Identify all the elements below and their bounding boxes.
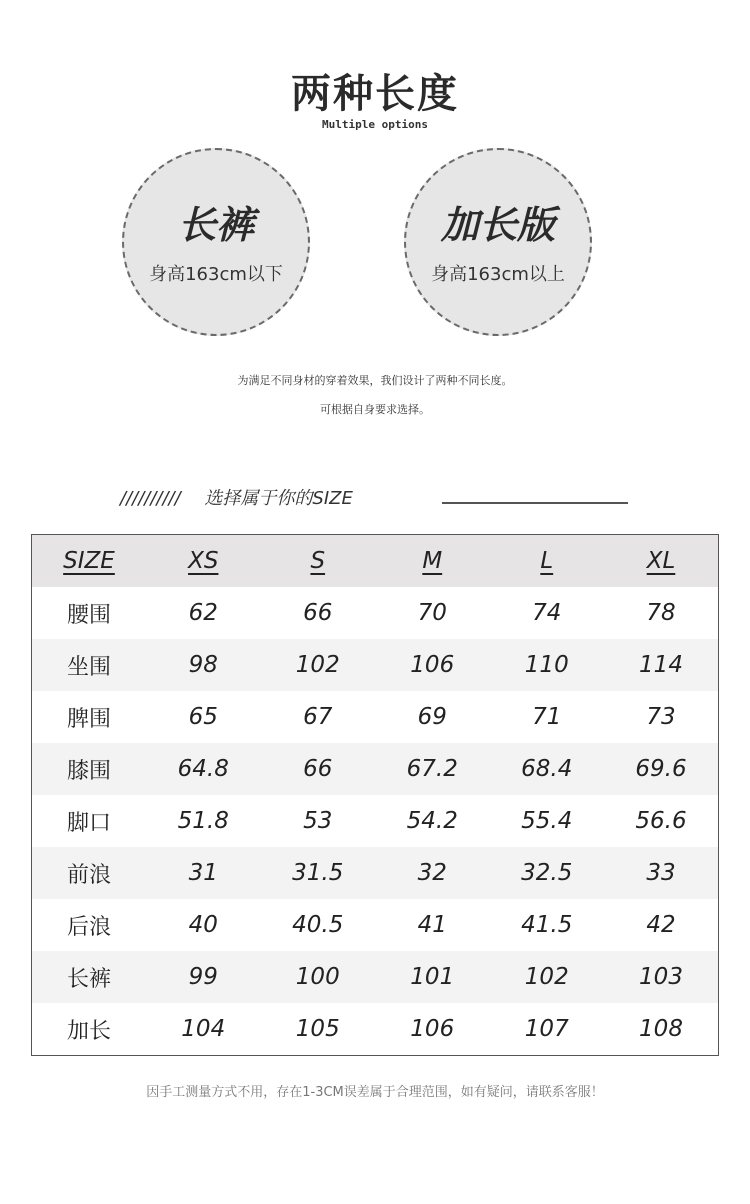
- description-note: 可根据自身要求选择。: [320, 403, 430, 416]
- table-cell: 102: [524, 964, 569, 990]
- table-cell: 114: [639, 652, 683, 678]
- table-row: [32, 639, 719, 691]
- table-cell: 69: [417, 704, 447, 730]
- table-cell: 67.2: [406, 756, 458, 782]
- table-row: [32, 847, 719, 899]
- table-cell: 101: [410, 964, 455, 990]
- page-subtitle: Multiple options: [322, 118, 428, 131]
- table-row: [32, 1003, 719, 1056]
- table-cell: 103: [639, 964, 683, 990]
- row-label: 长裤: [66, 966, 111, 992]
- table-cell: 54.2: [406, 808, 458, 834]
- table-cell: 108: [639, 1016, 683, 1042]
- table-row: [32, 743, 719, 795]
- table-cell: 105: [295, 1016, 340, 1042]
- option-desc: 身高163cm以上: [431, 264, 565, 285]
- table-cell: 41: [417, 912, 447, 938]
- table-cell: 42: [646, 912, 676, 938]
- table-cell: 106: [410, 1016, 455, 1042]
- size-table: [31, 534, 719, 1056]
- table-cell: 66: [303, 600, 333, 626]
- option-desc: 身高163cm以下: [149, 264, 283, 285]
- row-label: 脚口: [66, 810, 111, 836]
- column-header: XS: [188, 548, 219, 574]
- table-row: [32, 899, 719, 951]
- table-cell: 33: [646, 860, 676, 886]
- column-header: SIZE: [63, 548, 115, 574]
- column-header: L: [540, 548, 554, 574]
- table-cell: 78: [646, 600, 676, 626]
- column-header: XL: [646, 548, 676, 574]
- table-cell: 32.5: [521, 860, 573, 886]
- option-circle-regular: [122, 148, 310, 336]
- table-cell: 53: [303, 808, 333, 834]
- table-cell: 40.5: [292, 912, 344, 938]
- table-header-row: [32, 535, 719, 588]
- divider-line: [442, 502, 628, 504]
- section-title: 选择属于你的SIZE: [204, 488, 353, 509]
- page-title: 两种长度: [291, 71, 459, 117]
- table-cell: 102: [295, 652, 340, 678]
- row-label: 后浪: [66, 914, 111, 940]
- table-cell: 67: [303, 704, 333, 730]
- table-cell: 31.5: [292, 860, 344, 886]
- option-name: 加长版: [440, 203, 555, 247]
- table-row: [32, 951, 719, 1003]
- row-label: 坐围: [66, 654, 111, 680]
- table-cell: 62: [188, 600, 218, 626]
- table-row: [32, 691, 719, 743]
- row-label: 前浪: [66, 862, 111, 888]
- table-cell: 98: [188, 652, 218, 678]
- table-cell: 32: [417, 860, 447, 886]
- table-cell: 104: [181, 1016, 226, 1042]
- option-name: 长裤: [177, 203, 254, 247]
- column-header: S: [310, 548, 326, 574]
- table-cell: 110: [524, 652, 569, 678]
- row-label: 腰围: [66, 602, 111, 628]
- table-cell: 68.4: [521, 756, 573, 782]
- table-cell: 56.6: [635, 808, 687, 834]
- table-cell: 66: [303, 756, 333, 782]
- table-row: [32, 795, 719, 847]
- table-cell: 51.8: [177, 808, 229, 834]
- table-cell: 31: [188, 860, 218, 886]
- table-cell: 106: [410, 652, 455, 678]
- table-cell: 55.4: [521, 808, 573, 834]
- table-cell: 99: [188, 964, 218, 990]
- table-cell: 74: [532, 600, 562, 626]
- footer-disclaimer: 因手工测量方式不用，存在1-3CM误差属于合理范围，如有疑问，请联系客服！: [146, 1085, 604, 1100]
- row-label: 膝围: [66, 758, 111, 784]
- row-label: 加长: [66, 1018, 111, 1044]
- description-note: 为满足不同身材的穿着效果，我们设计了两种不同长度。: [237, 374, 513, 387]
- table-cell: 64.8: [177, 756, 229, 782]
- table-cell: 100: [295, 964, 340, 990]
- decorative-slashes: //////////: [120, 488, 181, 509]
- option-circle-long: [404, 148, 592, 336]
- table-row: [32, 587, 719, 639]
- table-cell: 71: [532, 704, 562, 730]
- table-cell: 40: [188, 912, 218, 938]
- column-header: M: [422, 548, 443, 574]
- table-cell: 73: [646, 704, 676, 730]
- table-cell: 70: [417, 600, 447, 626]
- section-heading: [120, 484, 353, 510]
- table-cell: 41.5: [521, 912, 573, 938]
- table-cell: 69.6: [635, 756, 687, 782]
- table-cell: 65: [188, 704, 218, 730]
- table-cell: 107: [524, 1016, 569, 1042]
- row-label: 脾围: [66, 706, 111, 732]
